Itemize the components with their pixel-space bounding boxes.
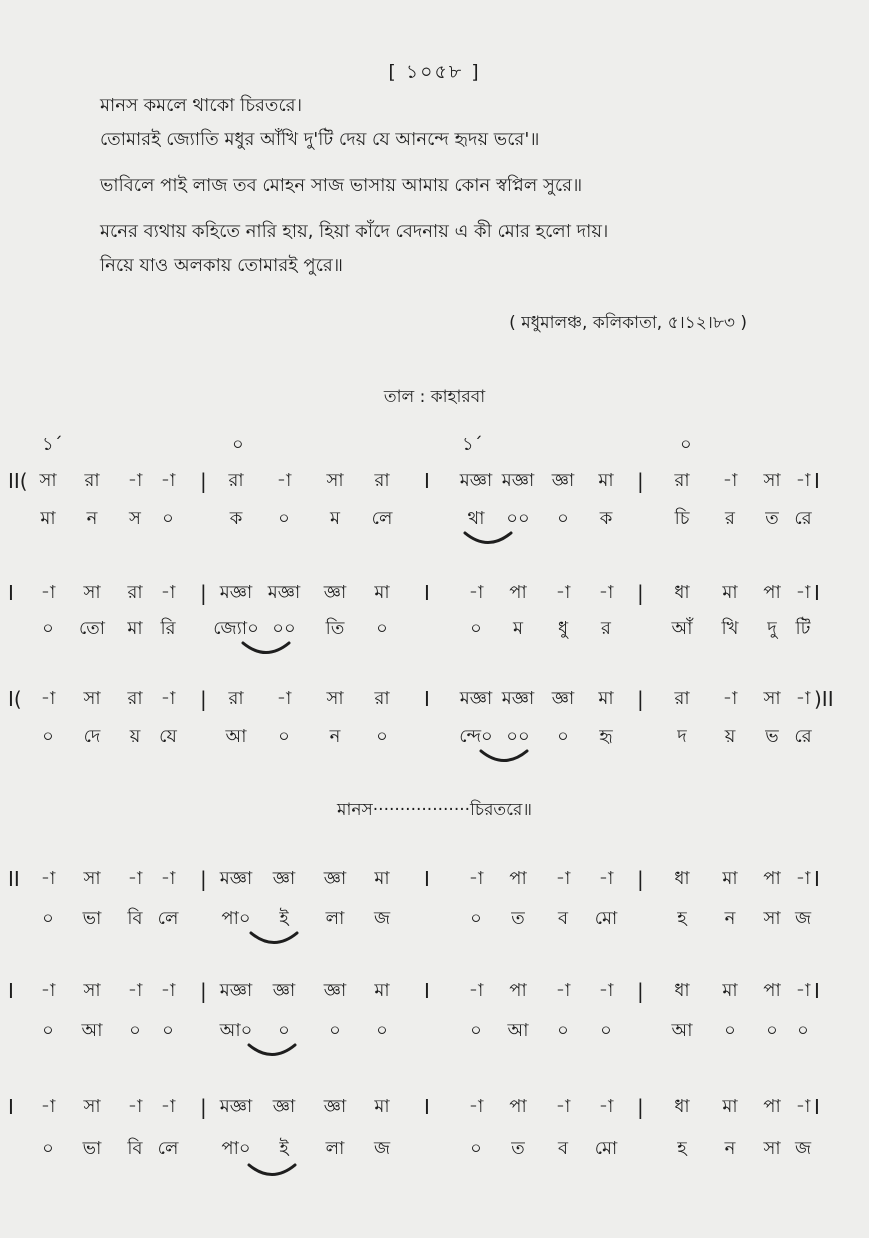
lyric-line: মানস কমলে থাকো চিরতরে।: [100, 95, 303, 116]
swara-note: -া: [468, 868, 484, 889]
slur-curve: [251, 933, 297, 943]
swara-note: সা: [763, 470, 781, 491]
lyric-syllable: লা: [325, 1138, 345, 1159]
lyric-syllable: ন: [724, 1138, 736, 1159]
lyric-syllable: র: [725, 508, 735, 529]
lyric-syllable: দু: [767, 618, 777, 639]
swara-note: -া: [795, 582, 811, 603]
swara-note: ধা: [674, 980, 690, 1001]
swara-note: মা: [598, 470, 614, 491]
swara-note: জ্ঞা: [551, 470, 575, 491]
bar-line-double: I: [424, 867, 430, 891]
lyric-syllable: র: [601, 618, 611, 639]
lyric-syllable: ধু: [557, 618, 569, 639]
swara-note: -া: [598, 582, 614, 603]
lyric-syllable: বি: [127, 1138, 143, 1159]
swara-note: মা: [374, 980, 390, 1001]
swara-note: মজ্ঞা: [459, 470, 493, 491]
lyric-syllable: ন: [329, 726, 341, 747]
swara-note: মা: [722, 980, 738, 1001]
lyric-syllable: আঁ: [671, 618, 693, 639]
lyric-syllable: পা০: [221, 1138, 251, 1159]
swara-note: -া: [555, 582, 571, 603]
lyric-syllable: ভা: [82, 1138, 102, 1159]
bar-line: |: [200, 979, 207, 1003]
swara-note: সা: [83, 688, 101, 709]
lyric-syllable: থা: [467, 508, 485, 529]
lyric-syllable: ০: [470, 1020, 482, 1041]
swara-note: -া: [127, 868, 143, 889]
lyric-syllable: খি: [721, 618, 739, 639]
lyric-syllable: ০: [278, 508, 290, 529]
swara-note: মজ্ঞা: [219, 868, 253, 889]
lyric-syllable: মো: [594, 908, 618, 929]
lyric-syllable: জ: [373, 1138, 391, 1159]
lyric-syllable: মা: [40, 508, 56, 529]
swara-note: -া: [795, 688, 811, 709]
lyric-syllable: তো: [78, 618, 106, 639]
lyric-syllable: য়: [129, 726, 141, 747]
lyric-syllable: ০: [278, 1020, 290, 1041]
bar-line: |: [200, 581, 207, 605]
swara-note: মজ্ঞা: [219, 980, 253, 1001]
swara-row: [0, 684, 869, 716]
swara-note: জ্ঞা: [272, 1096, 296, 1117]
swara-note: মজ্ঞা: [219, 1096, 253, 1117]
swara-note: পা: [509, 868, 527, 889]
lyric-syllable: দ: [677, 726, 687, 747]
slur-mark: [240, 640, 292, 658]
swara-note: পা: [763, 1096, 781, 1117]
swara-note: -া: [160, 980, 176, 1001]
swara-note: জ্ঞা: [323, 582, 347, 603]
swara-note: জ্ঞা: [272, 868, 296, 889]
bar-line: |: [200, 867, 207, 891]
slur-mark: [248, 930, 300, 948]
swara-note: -া: [127, 1096, 143, 1117]
swara-note: -া: [795, 470, 811, 491]
lyric-syllable: স: [129, 508, 141, 529]
lyric-syllable: ব: [557, 1138, 569, 1159]
tala-mark-tali: ১´: [462, 434, 483, 455]
slur-mark: [462, 530, 514, 548]
swara-note: রা: [84, 470, 100, 491]
swara-note: মা: [374, 582, 390, 603]
lyric-syllable: ০: [557, 508, 569, 529]
swara-note: মা: [722, 582, 738, 603]
swara-note: -া: [276, 688, 292, 709]
swara-note: -া: [555, 1096, 571, 1117]
swara-note: -া: [598, 980, 614, 1001]
swara-note: মা: [722, 1096, 738, 1117]
swara-note: পা: [509, 1096, 527, 1117]
lyric-syllable: ০: [724, 1020, 736, 1041]
lyric-syllable: বি: [127, 908, 143, 929]
tala-mark-fank: ০: [232, 434, 244, 455]
lyric-syllable: রে: [794, 726, 812, 747]
lyric-syllable: ক: [229, 508, 243, 529]
lyric-syllable: ত: [511, 908, 525, 929]
bar-line-double: I: [424, 581, 430, 605]
lyric-syllable: রে: [794, 508, 812, 529]
bar-line-end: )II: [814, 687, 834, 711]
bar-line-start: II: [8, 867, 20, 891]
lyric-syllable-row: [0, 722, 869, 754]
lyric-syllable: ই: [279, 908, 289, 929]
refrain-line: মানস··················চিরতরে॥: [337, 800, 532, 820]
swara-note: ধা: [674, 868, 690, 889]
bar-line-end: I: [814, 867, 820, 891]
lyric-syllable: ০: [557, 726, 569, 747]
lyric-syllable: মো: [594, 1138, 618, 1159]
swara-note: -া: [276, 470, 292, 491]
swara-note: সা: [326, 470, 344, 491]
tala-mark-sam: ১´: [42, 434, 63, 455]
swara-note: মজ্ঞা: [267, 582, 301, 603]
swara-note: রা: [127, 688, 143, 709]
lyric-syllable: সা: [763, 1138, 781, 1159]
tala-marks: [0, 430, 869, 454]
slur-curve: [481, 751, 527, 761]
tala-heading: তাল : কাহারবা: [383, 387, 486, 407]
lyric-syllable: ০০: [506, 726, 530, 747]
swara-note: -া: [40, 980, 56, 1001]
lyric-syllable: জ: [373, 908, 391, 929]
swara-note: মা: [374, 868, 390, 889]
slur-curve: [249, 1045, 295, 1055]
lyric-syllable: ০: [766, 1020, 778, 1041]
lyric-line: নিয়ে যাও অলকায় তোমারই পুরে॥: [100, 255, 343, 276]
swara-note: সা: [83, 582, 101, 603]
swara-note: -া: [722, 470, 738, 491]
swara-note: মজ্ঞা: [501, 470, 535, 491]
swara-note: পা: [763, 868, 781, 889]
lyric-syllable: জ: [794, 908, 812, 929]
lyric-syllable: ০০: [272, 618, 296, 639]
lyric-syllable-row: [0, 1016, 869, 1048]
swara-note: জ্ঞা: [272, 980, 296, 1001]
lyric-syllable: আ: [507, 1020, 529, 1041]
swara-note: পা: [763, 980, 781, 1001]
swara-note: -া: [795, 1096, 811, 1117]
swara-note: রা: [674, 688, 690, 709]
swara-note: মজ্ঞা: [501, 688, 535, 709]
swara-note: সা: [326, 688, 344, 709]
lyric-syllable: ত: [511, 1138, 525, 1159]
lyric-syllable: ০: [42, 908, 54, 929]
bar-line: |: [637, 867, 644, 891]
swara-row: [0, 976, 869, 1008]
swara-note: -া: [127, 980, 143, 1001]
lyric-syllable: হৃ: [599, 726, 613, 747]
swara-note: মা: [374, 1096, 390, 1117]
lyric-syllable: ০: [129, 1020, 141, 1041]
lyric-syllable: ০: [470, 908, 482, 929]
swara-note: ধা: [674, 582, 690, 603]
bar-line-double: I: [424, 979, 430, 1003]
lyric-syllable: ম: [513, 618, 523, 639]
bar-line-start: I(: [8, 687, 22, 711]
slur-mark: [478, 748, 530, 766]
lyric-syllable: লা: [325, 908, 345, 929]
lyric-syllable: ০: [278, 726, 290, 747]
lyric-syllable: চি: [674, 508, 690, 529]
lyric-syllable: ০: [329, 1020, 341, 1041]
swara-note: সা: [83, 868, 101, 889]
lyric-syllable: হ: [677, 1138, 687, 1159]
bar-line-double: I: [424, 1095, 430, 1119]
lyric-syllable: ০: [42, 618, 54, 639]
lyric-syllable-row: [0, 904, 869, 936]
song-lyrics: [100, 92, 840, 280]
lyric-syllable: ভা: [82, 908, 102, 929]
swara-row: [0, 466, 869, 498]
lyric-syllable: ভ: [765, 726, 779, 747]
bar-line: |: [637, 1095, 644, 1119]
lyric-line: ভাবিলে পাই লাজ তব মোহন সাজ ভাসায় আমায় কোন স্বপ্নিল সুরে॥: [100, 175, 583, 196]
lyric-syllable: ০০: [506, 508, 530, 529]
swara-note: রা: [228, 688, 244, 709]
bar-line-start: I: [8, 979, 14, 1003]
swara-note: -া: [598, 1096, 614, 1117]
bar-line-end: I: [814, 979, 820, 1003]
swara-note: মজ্ঞা: [219, 582, 253, 603]
bar-line: |: [200, 469, 207, 493]
lyric-syllable: ০: [797, 1020, 809, 1041]
lyric-syllable: লে: [157, 908, 179, 929]
lyric-syllable-row: [0, 1134, 869, 1166]
lyric-line: মনের ব্যথায় কহিতে নারি হায়, হিয়া কাঁদে বেদনায় এ কী মোর হলো দায়।: [100, 221, 609, 242]
lyric-syllable: পা০: [221, 908, 251, 929]
swara-row: [0, 1092, 869, 1124]
lyric-syllable: যে: [159, 726, 177, 747]
bar-line-start: II(: [8, 469, 28, 493]
swara-note: সা: [39, 470, 57, 491]
swara-note: ধা: [674, 1096, 690, 1117]
swara-note: -া: [160, 582, 176, 603]
lyric-syllable: রি: [160, 618, 176, 639]
swara-note: -া: [160, 868, 176, 889]
swara-note: রা: [374, 688, 390, 709]
swara-note: -া: [127, 470, 143, 491]
swara-note: -া: [722, 688, 738, 709]
lyric-syllable: য়: [724, 726, 736, 747]
lyric-syllable: লে: [371, 508, 393, 529]
lyric-syllable: ০: [42, 1020, 54, 1041]
swara-row: [0, 864, 869, 896]
swara-note: -া: [468, 582, 484, 603]
bar-line-end: I: [814, 469, 820, 493]
lyric-syllable: আ: [671, 1020, 693, 1041]
bar-line: |: [200, 1095, 207, 1119]
slur-mark: [246, 1162, 298, 1180]
swara-note: সা: [763, 688, 781, 709]
swara-note: রা: [374, 470, 390, 491]
swara-row: [0, 578, 869, 610]
page-number: [ ১০৫৮ ]: [388, 61, 481, 83]
swara-note: -া: [40, 868, 56, 889]
swara-note: -া: [795, 868, 811, 889]
lyric-syllable-row: [0, 504, 869, 536]
bar-line: |: [637, 979, 644, 1003]
swara-note: -া: [40, 1096, 56, 1117]
bar-line: |: [637, 687, 644, 711]
lyric-syllable: জ্যো০: [213, 618, 259, 639]
lyric-syllable: লে: [157, 1138, 179, 1159]
bar-line-end: I: [814, 1095, 820, 1119]
lyric-syllable: ০: [470, 1138, 482, 1159]
swara-note: -া: [468, 1096, 484, 1117]
lyric-syllable: ০: [162, 508, 174, 529]
lyric-syllable: ০: [376, 618, 388, 639]
lyric-syllable: ই: [279, 1138, 289, 1159]
bar-line: |: [637, 469, 644, 493]
swara-note: সা: [83, 1096, 101, 1117]
lyric-line: তোমারই জ্যোতি মধুর আঁখি দু'টি দেয় যে আনন্দে হৃদয় ভরে'॥: [100, 129, 540, 150]
lyric-syllable: ০: [42, 726, 54, 747]
lyric-syllable: ন: [86, 508, 98, 529]
swara-note: রা: [127, 582, 143, 603]
bar-line-end: I: [814, 581, 820, 605]
swara-note: জ্ঞা: [323, 1096, 347, 1117]
swara-note: জ্ঞা: [323, 980, 347, 1001]
slur-curve: [249, 1165, 295, 1175]
swara-note: -া: [40, 582, 56, 603]
lyric-syllable: ক: [599, 508, 613, 529]
lyric-syllable: জ: [794, 1138, 812, 1159]
lyric-syllable: হ: [677, 908, 687, 929]
lyric-syllable: ব: [557, 908, 569, 929]
bar-line-double: I: [424, 687, 430, 711]
lyric-syllable: ম: [330, 508, 340, 529]
bar-line-double: I: [424, 469, 430, 493]
lyric-syllable: টি: [795, 618, 811, 639]
swara-note: পা: [509, 582, 527, 603]
lyric-syllable: ০: [376, 726, 388, 747]
source-citation: ( মধুমালঞ্চ, কলিকাতা, ৫।১২।৮৩ ): [509, 313, 747, 333]
lyric-syllable-row: [0, 614, 869, 646]
swara-note: -া: [160, 470, 176, 491]
lyric-syllable: আ: [225, 726, 247, 747]
lyric-syllable: ০: [470, 618, 482, 639]
slur-mark: [246, 1042, 298, 1060]
lyric-syllable: দে: [83, 726, 101, 747]
swara-note: মজ্ঞা: [459, 688, 493, 709]
bar-line-start: I: [8, 581, 14, 605]
swara-note: মা: [598, 688, 614, 709]
slur-curve: [243, 643, 289, 653]
lyric-syllable: ন: [724, 908, 736, 929]
lyric-syllable: ০: [557, 1020, 569, 1041]
lyric-syllable: সা: [763, 908, 781, 929]
lyric-syllable: ন্দে০: [459, 726, 493, 747]
swara-note: -া: [468, 980, 484, 1001]
lyric-syllable: ০: [600, 1020, 612, 1041]
swara-note: -া: [795, 980, 811, 1001]
swara-note: -া: [598, 868, 614, 889]
swara-note: জ্ঞা: [323, 868, 347, 889]
swara-note: -া: [160, 688, 176, 709]
swara-note: রা: [228, 470, 244, 491]
lyric-syllable: তি: [325, 618, 345, 639]
tala-mark-fank: ০: [680, 434, 692, 455]
swara-note: পা: [763, 582, 781, 603]
slur-curve: [465, 533, 511, 543]
bar-line: |: [637, 581, 644, 605]
swara-note: -া: [555, 868, 571, 889]
lyric-syllable: আ: [81, 1020, 103, 1041]
swara-note: রা: [674, 470, 690, 491]
bar-line: |: [200, 687, 207, 711]
lyric-syllable: ০: [376, 1020, 388, 1041]
swara-note: জ্ঞা: [551, 688, 575, 709]
lyric-syllable: ০: [42, 1138, 54, 1159]
swara-note: -া: [555, 980, 571, 1001]
lyric-syllable: ০: [162, 1020, 174, 1041]
swara-note: -া: [40, 688, 56, 709]
lyric-syllable: ত: [765, 508, 779, 529]
lyric-syllable: আ০: [219, 1020, 253, 1041]
swara-note: -া: [160, 1096, 176, 1117]
bar-line-start: I: [8, 1095, 14, 1119]
swara-note: পা: [509, 980, 527, 1001]
swara-note: মা: [722, 868, 738, 889]
lyric-syllable: মা: [127, 618, 143, 639]
swara-note: সা: [83, 980, 101, 1001]
